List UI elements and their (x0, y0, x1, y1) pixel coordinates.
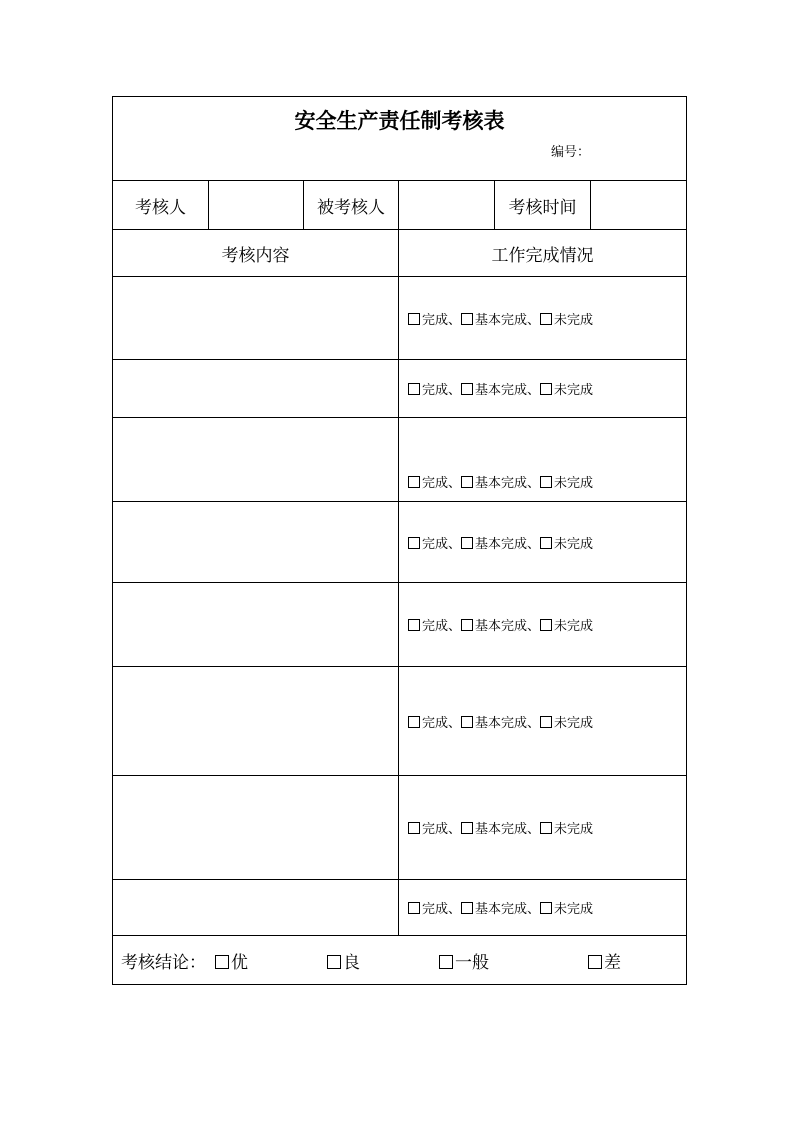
poor-checkbox[interactable] (588, 955, 602, 969)
done-checkbox[interactable] (408, 619, 420, 631)
basic-done-checkbox[interactable] (461, 716, 473, 728)
done-checkbox[interactable] (408, 822, 420, 834)
basic-done-label: 基本完成、 (475, 822, 541, 837)
status-header: 工作完成情况 (399, 230, 687, 277)
content-cell[interactable] (113, 776, 399, 880)
good-option (327, 948, 360, 973)
basic-done-label: 基本完成、 (475, 902, 541, 917)
done-label: 完成、 (422, 822, 462, 837)
basic-done-checkbox[interactable] (461, 476, 473, 488)
basic-done-checkbox[interactable] (461, 383, 473, 395)
title-cell (113, 97, 687, 181)
assessee-label: 被考核人 (304, 181, 399, 230)
done-checkbox[interactable] (408, 537, 420, 549)
assessment-time-label: 考核时间 (495, 181, 591, 230)
status-cell (399, 277, 687, 360)
poor-option (588, 948, 621, 973)
basic-done-label: 基本完成、 (475, 312, 541, 328)
good-label: 良 (343, 953, 360, 973)
undone-checkbox[interactable] (540, 537, 552, 549)
undone-label: 未完成 (554, 902, 594, 917)
conclusion-cell (113, 936, 687, 985)
undone-label: 未完成 (554, 822, 594, 837)
excellent-option (215, 948, 248, 973)
serial-number-label: 编号： (551, 145, 591, 160)
status-cell (399, 360, 687, 418)
status-cell (399, 418, 687, 502)
undone-label: 未完成 (554, 715, 594, 731)
undone-checkbox[interactable] (540, 619, 552, 631)
undone-label: 未完成 (554, 383, 594, 398)
assessment-form (112, 96, 687, 985)
basic-done-label: 基本完成、 (475, 536, 541, 552)
assessee-field[interactable] (399, 181, 495, 230)
done-checkbox[interactable] (408, 383, 420, 395)
done-label: 完成、 (422, 619, 462, 634)
done-label: 完成、 (422, 383, 462, 398)
status-cell (399, 776, 687, 880)
undone-label: 未完成 (554, 536, 594, 552)
basic-done-checkbox[interactable] (461, 537, 473, 549)
content-header: 考核内容 (113, 230, 399, 277)
undone-checkbox[interactable] (540, 716, 552, 728)
undone-checkbox[interactable] (540, 476, 552, 488)
undone-checkbox[interactable] (540, 383, 552, 395)
good-checkbox[interactable] (327, 955, 341, 969)
basic-done-checkbox[interactable] (461, 313, 473, 325)
form-title: 安全生产责任制考核表 (294, 109, 505, 133)
status-cell (399, 502, 687, 583)
status-cell (399, 880, 687, 936)
basic-done-label: 基本完成、 (475, 619, 541, 634)
done-checkbox[interactable] (408, 716, 420, 728)
done-checkbox[interactable] (408, 902, 420, 914)
content-cell[interactable] (113, 667, 399, 776)
basic-done-label: 基本完成、 (475, 476, 541, 491)
content-cell[interactable] (113, 360, 399, 418)
fair-checkbox[interactable] (439, 955, 453, 969)
done-label: 完成、 (422, 902, 462, 917)
basic-done-label: 基本完成、 (475, 383, 541, 398)
excellent-label: 优 (231, 953, 248, 973)
content-cell[interactable] (113, 880, 399, 936)
content-cell[interactable] (113, 277, 399, 360)
excellent-checkbox[interactable] (215, 955, 229, 969)
assessor-field[interactable] (209, 181, 304, 230)
undone-checkbox[interactable] (540, 902, 552, 914)
done-checkbox[interactable] (408, 476, 420, 488)
undone-label: 未完成 (554, 619, 594, 634)
poor-label: 差 (604, 953, 621, 973)
done-label: 完成、 (422, 476, 462, 491)
done-label: 完成、 (422, 536, 462, 552)
assessment-time-field[interactable] (591, 181, 687, 230)
done-label: 完成、 (422, 715, 462, 731)
basic-done-label: 基本完成、 (475, 715, 541, 731)
undone-checkbox[interactable] (540, 822, 552, 834)
fair-option (439, 948, 489, 973)
basic-done-checkbox[interactable] (461, 902, 473, 914)
basic-done-checkbox[interactable] (461, 619, 473, 631)
fair-label: 一般 (455, 953, 489, 973)
undone-label: 未完成 (554, 312, 594, 328)
content-cell[interactable] (113, 418, 399, 502)
status-cell (399, 583, 687, 667)
content-cell[interactable] (113, 502, 399, 583)
undone-label: 未完成 (554, 476, 594, 491)
assessor-label: 考核人 (113, 181, 209, 230)
done-label: 完成、 (422, 312, 462, 328)
conclusion-label: 考核结论： (121, 953, 206, 973)
undone-checkbox[interactable] (540, 313, 552, 325)
done-checkbox[interactable] (408, 313, 420, 325)
content-cell[interactable] (113, 583, 399, 667)
status-cell (399, 667, 687, 776)
basic-done-checkbox[interactable] (461, 822, 473, 834)
